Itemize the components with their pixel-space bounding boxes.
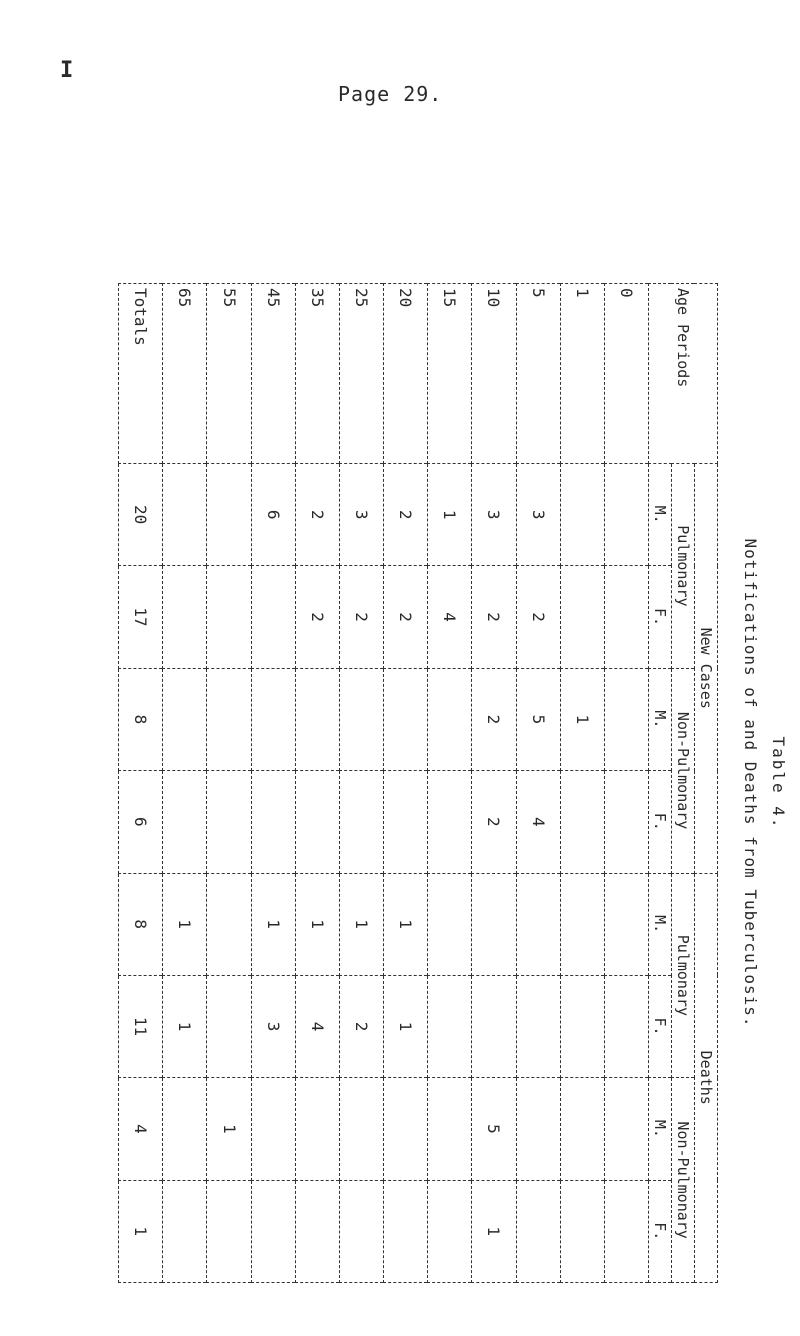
value-cell <box>560 566 604 668</box>
value-cell: 3 <box>472 464 516 566</box>
value-cell <box>560 975 604 1077</box>
value-cell: 4 <box>428 566 472 668</box>
value-cell <box>339 771 383 873</box>
table-row <box>163 284 207 1283</box>
value-cell: 2 <box>295 566 339 668</box>
value-cell <box>604 975 648 1077</box>
value-cell <box>384 1078 428 1180</box>
value-cell <box>604 1180 648 1282</box>
deaths-pulmonary-heading: Pulmonary <box>672 873 695 1078</box>
table-row-totals <box>119 284 163 1283</box>
new-cases-pulmonary-heading: Pulmonary <box>672 464 695 669</box>
value-cell <box>339 1180 383 1282</box>
value-cell <box>560 771 604 873</box>
value-cell <box>295 1180 339 1282</box>
value-cell <box>516 873 560 975</box>
sex-male-heading: M. <box>649 668 672 770</box>
sex-male-heading: M. <box>649 464 672 566</box>
total-cell: 8 <box>119 873 163 975</box>
value-cell: 1 <box>339 873 383 975</box>
age-cell: 65 <box>163 284 207 464</box>
age-cell: 5 <box>516 284 560 464</box>
age-cell: 20 <box>384 284 428 464</box>
value-cell: 2 <box>339 566 383 668</box>
value-cell <box>428 1180 472 1282</box>
table-title: Table 4. <box>769 736 788 830</box>
sex-male-heading: M. <box>649 1078 672 1180</box>
value-cell: 2 <box>472 668 516 770</box>
value-cell <box>163 668 207 770</box>
value-cell <box>295 1078 339 1180</box>
value-cell <box>428 771 472 873</box>
value-cell <box>428 668 472 770</box>
table-row <box>207 284 251 1283</box>
sex-female-heading: F. <box>649 566 672 668</box>
table-row <box>251 284 295 1283</box>
value-cell <box>207 1180 251 1282</box>
age-cell: 10 <box>472 284 516 464</box>
age-periods-heading: Age Periods <box>649 284 718 464</box>
value-cell <box>251 566 295 668</box>
age-cell: 1 <box>560 284 604 464</box>
age-cell: 25 <box>339 284 383 464</box>
value-cell <box>295 668 339 770</box>
value-cell: 5 <box>472 1078 516 1180</box>
value-cell <box>604 771 648 873</box>
value-cell <box>207 464 251 566</box>
value-cell <box>428 975 472 1077</box>
deaths-non-pulmonary-heading: Non-Pulmonary <box>672 1078 695 1283</box>
sex-female-heading: F. <box>649 1180 672 1282</box>
new-cases-non-pulmonary-heading: Non-Pulmonary <box>672 668 695 873</box>
value-cell: 2 <box>384 566 428 668</box>
value-cell: 2 <box>295 464 339 566</box>
table-body <box>119 284 649 1283</box>
sex-female-heading: F. <box>649 975 672 1077</box>
table-row <box>472 284 516 1283</box>
value-cell <box>560 1078 604 1180</box>
value-cell <box>428 873 472 975</box>
value-cell <box>207 668 251 770</box>
value-cell: 1 <box>163 873 207 975</box>
age-cell: 55 <box>207 284 251 464</box>
value-cell <box>207 566 251 668</box>
value-cell: 1 <box>472 1180 516 1282</box>
deaths-heading: Deaths <box>695 873 718 1283</box>
value-cell <box>251 1180 295 1282</box>
sex-female-heading: F. <box>649 771 672 873</box>
value-cell: 4 <box>516 771 560 873</box>
total-cell: 6 <box>119 771 163 873</box>
value-cell <box>207 975 251 1077</box>
value-cell <box>251 668 295 770</box>
table-row <box>516 284 560 1283</box>
value-cell: 2 <box>472 566 516 668</box>
table-row <box>560 284 604 1283</box>
value-cell <box>163 464 207 566</box>
value-cell <box>384 1180 428 1282</box>
value-cell <box>384 668 428 770</box>
value-cell: 1 <box>251 873 295 975</box>
value-cell <box>428 1078 472 1180</box>
total-cell: 11 <box>119 975 163 1077</box>
value-cell <box>560 1180 604 1282</box>
total-cell: 20 <box>119 464 163 566</box>
value-cell <box>207 873 251 975</box>
age-cell: 0 <box>604 284 648 464</box>
value-cell: 4 <box>295 975 339 1077</box>
value-cell <box>295 771 339 873</box>
value-cell: 2 <box>472 771 516 873</box>
value-cell <box>163 1078 207 1180</box>
value-cell: 1 <box>428 464 472 566</box>
table-row <box>428 284 472 1283</box>
value-cell: 1 <box>560 668 604 770</box>
value-cell: 1 <box>384 873 428 975</box>
value-cell: 1 <box>295 873 339 975</box>
value-cell: 6 <box>251 464 295 566</box>
value-cell <box>516 1180 560 1282</box>
value-cell: 2 <box>516 566 560 668</box>
value-cell <box>339 1078 383 1180</box>
total-cell: 1 <box>119 1180 163 1282</box>
value-cell: 1 <box>207 1078 251 1180</box>
value-cell <box>560 464 604 566</box>
value-cell <box>339 668 383 770</box>
rotated-table-panel <box>118 283 788 1283</box>
age-cell: 35 <box>295 284 339 464</box>
table-row <box>604 284 648 1283</box>
value-cell: 3 <box>251 975 295 1077</box>
value-cell <box>604 873 648 975</box>
value-cell: 2 <box>384 464 428 566</box>
table-row <box>339 284 383 1283</box>
value-cell: 3 <box>516 464 560 566</box>
value-cell <box>384 771 428 873</box>
total-cell: 4 <box>119 1078 163 1180</box>
value-cell <box>604 668 648 770</box>
page-number: Page 29. <box>338 82 443 106</box>
value-cell <box>472 975 516 1077</box>
page-mark: I <box>60 58 74 83</box>
age-cell: 45 <box>251 284 295 464</box>
value-cell: 5 <box>516 668 560 770</box>
table-row <box>384 284 428 1283</box>
value-cell <box>516 975 560 1077</box>
table-row <box>295 284 339 1283</box>
value-cell <box>560 873 604 975</box>
total-cell: 17 <box>119 566 163 668</box>
age-cell: 15 <box>428 284 472 464</box>
value-cell <box>251 1078 295 1180</box>
value-cell <box>472 873 516 975</box>
value-cell: 3 <box>339 464 383 566</box>
value-cell: 2 <box>339 975 383 1077</box>
table-header <box>649 284 718 1283</box>
value-cell <box>604 566 648 668</box>
value-cell <box>251 771 295 873</box>
value-cell <box>163 566 207 668</box>
value-cell <box>163 771 207 873</box>
sex-male-heading: M. <box>649 873 672 975</box>
value-cell <box>207 771 251 873</box>
totals-label: Totals <box>119 284 163 464</box>
value-cell <box>163 1180 207 1282</box>
value-cell <box>604 1078 648 1180</box>
tuberculosis-table <box>118 283 718 1283</box>
table-subtitle: Notifications of and Deaths from Tuberculosis. <box>741 538 760 1028</box>
value-cell: 1 <box>163 975 207 1077</box>
value-cell <box>516 1078 560 1180</box>
value-cell: 1 <box>384 975 428 1077</box>
total-cell: 8 <box>119 668 163 770</box>
value-cell <box>604 464 648 566</box>
new-cases-heading: New Cases <box>695 464 718 874</box>
